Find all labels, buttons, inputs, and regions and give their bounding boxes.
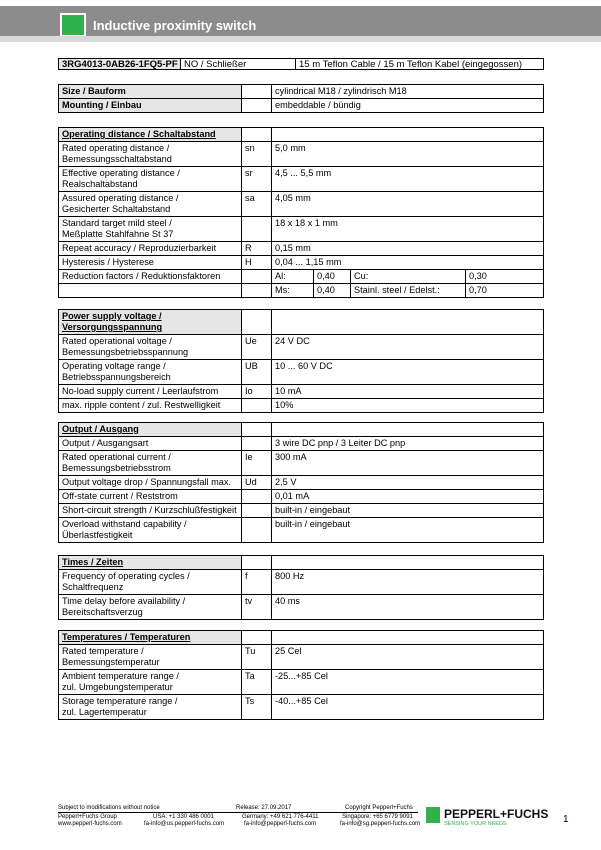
row-label: Rated operational voltage / Bemessungsbetriebsspannung bbox=[59, 335, 242, 360]
row-value: 18 x 18 x 1 mm bbox=[272, 217, 544, 242]
row-symbol: H bbox=[242, 256, 272, 270]
row-symbol: Ta bbox=[242, 670, 272, 695]
row-label: Output / Ausgangsart bbox=[59, 437, 242, 451]
row-value: 24 V DC bbox=[272, 335, 544, 360]
logo-tagline: SENSING YOUR NEEDS bbox=[444, 821, 507, 827]
product-type: NO / Schließer bbox=[180, 58, 295, 70]
row-value: 800 Hz bbox=[272, 570, 544, 595]
row-label: Hysteresis / Hysterese bbox=[59, 256, 242, 270]
reduction-cu-label: Cu: bbox=[351, 270, 466, 284]
row-label: Ambient temperature range / zul. Umgebungstemperatur bbox=[59, 670, 242, 695]
table-row bbox=[59, 451, 544, 476]
times-table bbox=[58, 555, 544, 620]
reduction-cu-value: 0,30 bbox=[466, 270, 544, 284]
row-label: Output voltage drop / Spannungsfall max. bbox=[59, 476, 242, 490]
row-symbol: f bbox=[242, 570, 272, 595]
row-symbol: Ts bbox=[242, 695, 272, 720]
row-label: Rated operational current / Bemessungsbetriebsstrom bbox=[59, 451, 242, 476]
row-label: Standard target mild steel / Meßplatte Stahlfahne St 37 bbox=[59, 217, 242, 242]
footer-usa-phone: USA: +1 330 486 0001 bbox=[153, 814, 214, 820]
row-value: built-in / eingebaut bbox=[272, 518, 544, 543]
table-row bbox=[59, 399, 544, 413]
row-label: Operating voltage range / Betriebsspannungsbereich bbox=[59, 360, 242, 385]
row-value: 10 mA bbox=[272, 385, 544, 399]
reduction-al-label: Al: bbox=[272, 270, 314, 284]
reduction-steel-label: Stainl. steel / Edelst.: bbox=[351, 284, 466, 298]
reduction-ms-label: Ms: bbox=[272, 284, 314, 298]
footer-de-phone: Germany: +49 621 776-4411 bbox=[242, 814, 319, 820]
table-row bbox=[59, 385, 544, 399]
row-label: Assured operating distance / Gesicherter Schaltabstand bbox=[59, 192, 242, 217]
row-label: max. ripple content / zul. Restwelligkeit bbox=[59, 399, 242, 413]
row-symbol: R bbox=[242, 242, 272, 256]
row-label: Storage temperature range / zul. Lagertemperatur bbox=[59, 695, 242, 720]
row-symbol: Ue bbox=[242, 335, 272, 360]
row-value: -40...+85 Cel bbox=[272, 695, 544, 720]
header-strip bbox=[0, 36, 601, 42]
reduction-steel-value: 0,70 bbox=[466, 284, 544, 298]
row-label: No-load supply current / Leerlaufstrom bbox=[59, 385, 242, 399]
row-label: Short-circuit strength / Kurzschlußfestigkeit bbox=[59, 504, 242, 518]
table-row bbox=[59, 360, 544, 385]
row-symbol: sn bbox=[242, 142, 272, 167]
row-value: 3 wire DC pnp / 3 Leiter DC pnp bbox=[272, 437, 544, 451]
reduction-al-value: 0,40 bbox=[314, 270, 351, 284]
row-value: 4,5 ... 5,5 mm bbox=[272, 167, 544, 192]
table-row bbox=[59, 335, 544, 360]
footer-website[interactable]: www.pepperl-fuchs.com bbox=[58, 821, 122, 827]
section-title: Power supply voltage / Versorgungsspannung bbox=[59, 310, 242, 335]
table-row bbox=[59, 167, 544, 192]
row-label: Overload withstand capability / Überlastfestigkeit bbox=[59, 518, 242, 543]
row-value: 10% bbox=[272, 399, 544, 413]
table-row bbox=[59, 645, 544, 670]
row-symbol bbox=[242, 504, 272, 518]
row-label: Rated operating distance / Bemessungsschaltabstand bbox=[59, 142, 242, 167]
row-value: built-in / eingebaut bbox=[272, 504, 544, 518]
row-symbol bbox=[242, 518, 272, 543]
row-symbol: UB bbox=[242, 360, 272, 385]
mounting-label: Mounting / Einbau bbox=[59, 99, 242, 113]
row-symbol bbox=[242, 490, 272, 504]
table-row bbox=[59, 99, 544, 113]
operating-distance-table bbox=[58, 127, 544, 298]
general-table bbox=[58, 84, 544, 113]
temperatures-table bbox=[58, 630, 544, 720]
footer-divider bbox=[58, 812, 418, 813]
row-symbol: tv bbox=[242, 595, 272, 620]
section-title: Times / Zeiten bbox=[59, 556, 242, 570]
table-row bbox=[59, 595, 544, 620]
row-value: 2,5 V bbox=[272, 476, 544, 490]
product-code: 3RG4013-0AB26-1FQ5-PF bbox=[58, 58, 180, 70]
table-row bbox=[59, 670, 544, 695]
table-row bbox=[59, 490, 544, 504]
table-row bbox=[59, 504, 544, 518]
table-row bbox=[59, 476, 544, 490]
logo-mark-icon bbox=[426, 807, 440, 823]
table-row bbox=[59, 270, 544, 284]
mounting-value: embeddable / bündig bbox=[272, 99, 544, 113]
table-row bbox=[59, 242, 544, 256]
section-title: Operating distance / Schaltabstand bbox=[59, 128, 242, 142]
row-value: 4,05 mm bbox=[272, 192, 544, 217]
row-symbol: Io bbox=[242, 385, 272, 399]
row-value: 0,04 ... 1,15 mm bbox=[272, 256, 544, 270]
footer-note: Subject to modifications without notice bbox=[58, 805, 160, 811]
brand-square-icon bbox=[60, 13, 86, 37]
product-row bbox=[58, 58, 544, 70]
table-row bbox=[59, 192, 544, 217]
row-value: 40 ms bbox=[272, 595, 544, 620]
row-label: Rated temperature / Bemessungstemperatur bbox=[59, 645, 242, 670]
row-value: 10 ... 60 V DC bbox=[272, 360, 544, 385]
row-symbol: sr bbox=[242, 167, 272, 192]
size-label: Size / Bauform bbox=[59, 85, 242, 99]
footer-release: Release: 27.09.2017 bbox=[236, 805, 292, 811]
table-row bbox=[59, 256, 544, 270]
pepperl-fuchs-logo bbox=[426, 807, 549, 827]
output-table bbox=[58, 422, 544, 543]
row-label: Time delay before availability / Bereitschaftsverzug bbox=[59, 595, 242, 620]
footer-sg-mail[interactable]: fa-info@sg.pepperl-fuchs.com bbox=[340, 821, 421, 827]
product-description: 15 m Teflon Cable / 15 m Teflon Kabel (eingegossen) bbox=[295, 58, 544, 70]
section-title: Temperatures / Temperaturen bbox=[59, 631, 242, 645]
row-label: Effective operating distance / Realschaltabstand bbox=[59, 167, 242, 192]
footer-company: Pepperl+Fuchs Group bbox=[58, 814, 117, 820]
page-number: 1 bbox=[563, 814, 569, 825]
footer-usa-mail[interactable]: fa-info@us.pepperl-fuchs.com bbox=[144, 821, 225, 827]
row-value: 0,01 mA bbox=[272, 490, 544, 504]
table-row bbox=[59, 570, 544, 595]
row-symbol bbox=[242, 399, 272, 413]
row-symbol: Tu bbox=[242, 645, 272, 670]
row-value: 300 mA bbox=[272, 451, 544, 476]
table-row bbox=[59, 518, 544, 543]
footer-copyright: Copyright Pepperl+Fuchs bbox=[345, 805, 413, 811]
table-row bbox=[59, 217, 544, 242]
row-value: 25 Cel bbox=[272, 645, 544, 670]
row-symbol: Ie bbox=[242, 451, 272, 476]
page-header bbox=[0, 6, 601, 36]
row-symbol bbox=[242, 217, 272, 242]
size-value: cylindrical M18 / zylindrisch M18 bbox=[272, 85, 544, 99]
page-title: Inductive proximity switch bbox=[93, 18, 257, 33]
row-symbol: sa bbox=[242, 192, 272, 217]
footer-sg-phone: Singapore: +65 6779 9091 bbox=[342, 814, 413, 820]
row-label: Frequency of operating cycles / Schaltfrequenz bbox=[59, 570, 242, 595]
row-symbol: Ud bbox=[242, 476, 272, 490]
footer-de-mail[interactable]: fa-info@pepperl-fuchs.com bbox=[244, 821, 317, 827]
row-label: Off-state current / Reststrom bbox=[59, 490, 242, 504]
table-row bbox=[59, 142, 544, 167]
row-label: Repeat accuracy / Reproduzierbarkeit bbox=[59, 242, 242, 256]
row-symbol bbox=[242, 437, 272, 451]
logo-text: PEPPERL+FUCHS bbox=[444, 807, 549, 821]
reduction-label: Reduction factors / Reduktionsfaktoren bbox=[59, 270, 242, 284]
row-value: 5,0 mm bbox=[272, 142, 544, 167]
section-title: Output / Ausgang bbox=[59, 423, 242, 437]
table-row bbox=[59, 284, 544, 298]
reduction-ms-value: 0,40 bbox=[314, 284, 351, 298]
table-row bbox=[59, 437, 544, 451]
row-value: -25...+85 Cel bbox=[272, 670, 544, 695]
power-supply-table bbox=[58, 309, 544, 413]
table-row bbox=[59, 695, 544, 720]
table-row bbox=[59, 85, 544, 99]
row-value: 0,15 mm bbox=[272, 242, 544, 256]
